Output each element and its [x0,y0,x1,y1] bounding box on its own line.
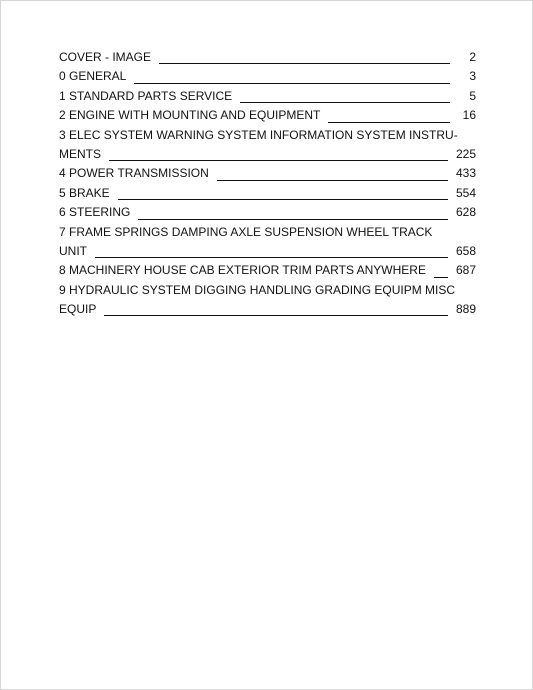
toc-leader-line [104,315,448,316]
toc-page-number: 687 [455,263,476,278]
toc-leader-line [95,257,448,258]
toc-leader-line [434,277,448,278]
toc-entry-row [59,87,476,106]
toc-entry-row [59,145,476,164]
toc-leader-line [159,63,450,64]
toc-leader-line [240,102,450,103]
toc-page-number: 225 [455,146,476,161]
toc-entry-title: 6 STEERING [59,205,131,220]
toc-page-number: 2 [469,49,476,64]
toc-entry-row [59,242,476,261]
toc-entry-title: 2 ENGINE WITH MOUNTING AND EQUIPMENT [59,108,321,123]
toc-entry-title: 1 STANDARD PARTS SERVICE [59,88,233,103]
toc-entry-steering[interactable] [59,203,476,222]
toc-entry-title: UNIT [59,243,87,258]
toc-entry-general[interactable] [59,67,476,86]
toc-page-number: 554 [455,185,476,200]
toc-entry-row [59,67,476,86]
toc-entry-elec-system[interactable] [59,126,476,165]
toc-entry-title: COVER - IMAGE [59,49,152,64]
toc-entry-title: 0 GENERAL [59,69,127,84]
toc-page-number: 3 [469,69,476,84]
table-of-contents [59,48,476,319]
toc-page-number: 5 [469,88,476,103]
toc-entry-brake[interactable] [59,184,476,203]
toc-entry-row [59,106,476,125]
toc-leader-line [138,219,448,220]
toc-leader-line [217,180,448,181]
toc-entry-title-line: 3 ELEC SYSTEM WARNING SYSTEM INFORMATION SYSTEM INSTRU- [59,127,458,142]
toc-entry-row [59,203,476,222]
toc-entry-row [59,300,476,319]
toc-leader-line [328,122,450,123]
toc-page-number: 658 [455,243,476,258]
toc-entry-hydraulic-system[interactable] [59,281,476,320]
toc-leader-line [134,83,450,84]
toc-entry-row [59,261,476,280]
toc-entry-title: 8 MACHINERY HOUSE CAB EXTERIOR TRIM PARTS ANYWHERE [59,263,426,278]
toc-entry-cover[interactable] [59,48,476,67]
toc-page-number: 628 [455,205,476,220]
toc-entry-machinery-house[interactable] [59,261,476,280]
toc-entry-row [59,48,476,67]
toc-entry-title: 4 POWER TRANSMISSION [59,166,209,181]
toc-leader-line [118,199,448,200]
toc-entry-power-transmission[interactable] [59,164,476,183]
toc-page-number: 433 [455,166,476,181]
toc-entry-engine[interactable] [59,106,476,125]
toc-entry-frame-springs[interactable] [59,223,476,262]
toc-entry-row [59,184,476,203]
toc-entry-row [59,164,476,183]
toc-entry-title: EQUIP [59,302,97,317]
toc-leader-line [109,160,448,161]
toc-entry-standard-parts[interactable] [59,87,476,106]
toc-entry-title-line: 9 HYDRAULIC SYSTEM DIGGING HANDLING GRADING EQUIPM MISC [59,282,456,297]
toc-entry-title: MENTS [59,146,101,161]
toc-page-number: 889 [455,302,476,317]
toc-entry-title: 5 BRAKE [59,185,110,200]
toc-entry-title-line: 7 FRAME SPRINGS DAMPING AXLE SUSPENSION WHEEL TRACK [59,224,433,239]
toc-page-number: 16 [462,108,476,123]
